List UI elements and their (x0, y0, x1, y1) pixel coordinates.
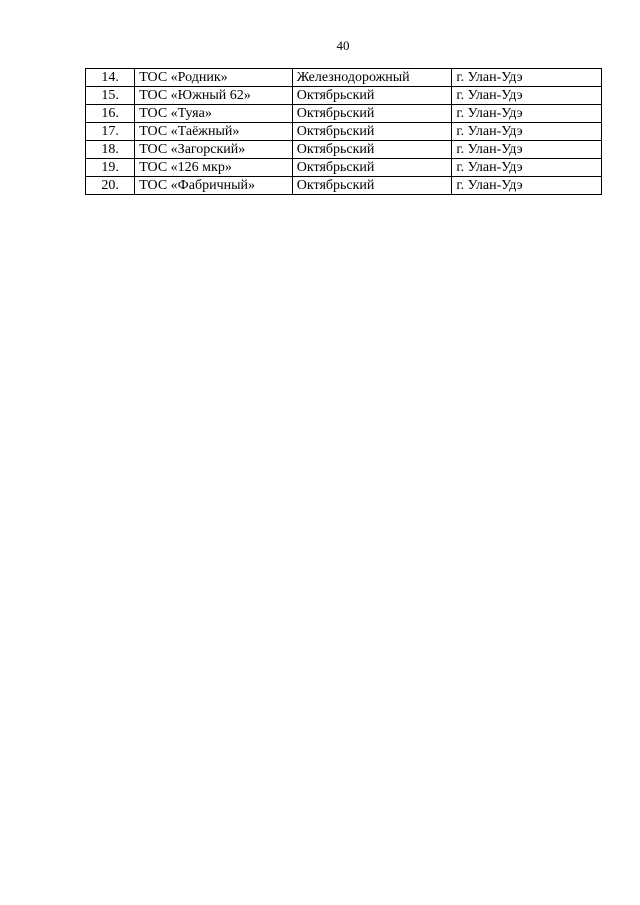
district: Октябрьский (292, 141, 452, 159)
tos-name: ТОС «Родник» (135, 69, 293, 87)
district: Октябрьский (292, 87, 452, 105)
district: Октябрьский (292, 123, 452, 141)
tos-name: ТОС «Фабричный» (135, 177, 293, 195)
row-number: 20. (86, 177, 135, 195)
table-row (86, 141, 602, 159)
tos-name: ТОС «Южный 62» (135, 87, 293, 105)
row-number: 16. (86, 105, 135, 123)
city: г. Улан-Удэ (452, 69, 602, 87)
page-number: 40 (336, 38, 350, 53)
district: Октябрьский (292, 105, 452, 123)
row-number: 14. (86, 69, 135, 87)
tos-name: ТОС «Таёжный» (135, 123, 293, 141)
tos-table (85, 68, 602, 195)
table-row (86, 87, 602, 105)
row-number: 18. (86, 141, 135, 159)
city: г. Улан-Удэ (452, 87, 602, 105)
table-row (86, 105, 602, 123)
city: г. Улан-Удэ (452, 159, 602, 177)
tos-name: ТОС «126 мкр» (135, 159, 293, 177)
city: г. Улан-Удэ (452, 123, 602, 141)
row-number: 17. (86, 123, 135, 141)
city: г. Улан-Удэ (452, 105, 602, 123)
district: Октябрьский (292, 177, 452, 195)
table-row (86, 123, 602, 141)
tos-name: ТОС «Загорский» (135, 141, 293, 159)
city: г. Улан-Удэ (452, 177, 602, 195)
row-number: 15. (86, 87, 135, 105)
city: г. Улан-Удэ (452, 141, 602, 159)
district: Октябрьский (292, 159, 452, 177)
tos-name: ТОС «Туяа» (135, 105, 293, 123)
table-row (86, 69, 602, 87)
table-row (86, 159, 602, 177)
district: Железнодорожный (292, 69, 452, 87)
row-number: 19. (86, 159, 135, 177)
table-row (86, 177, 602, 195)
